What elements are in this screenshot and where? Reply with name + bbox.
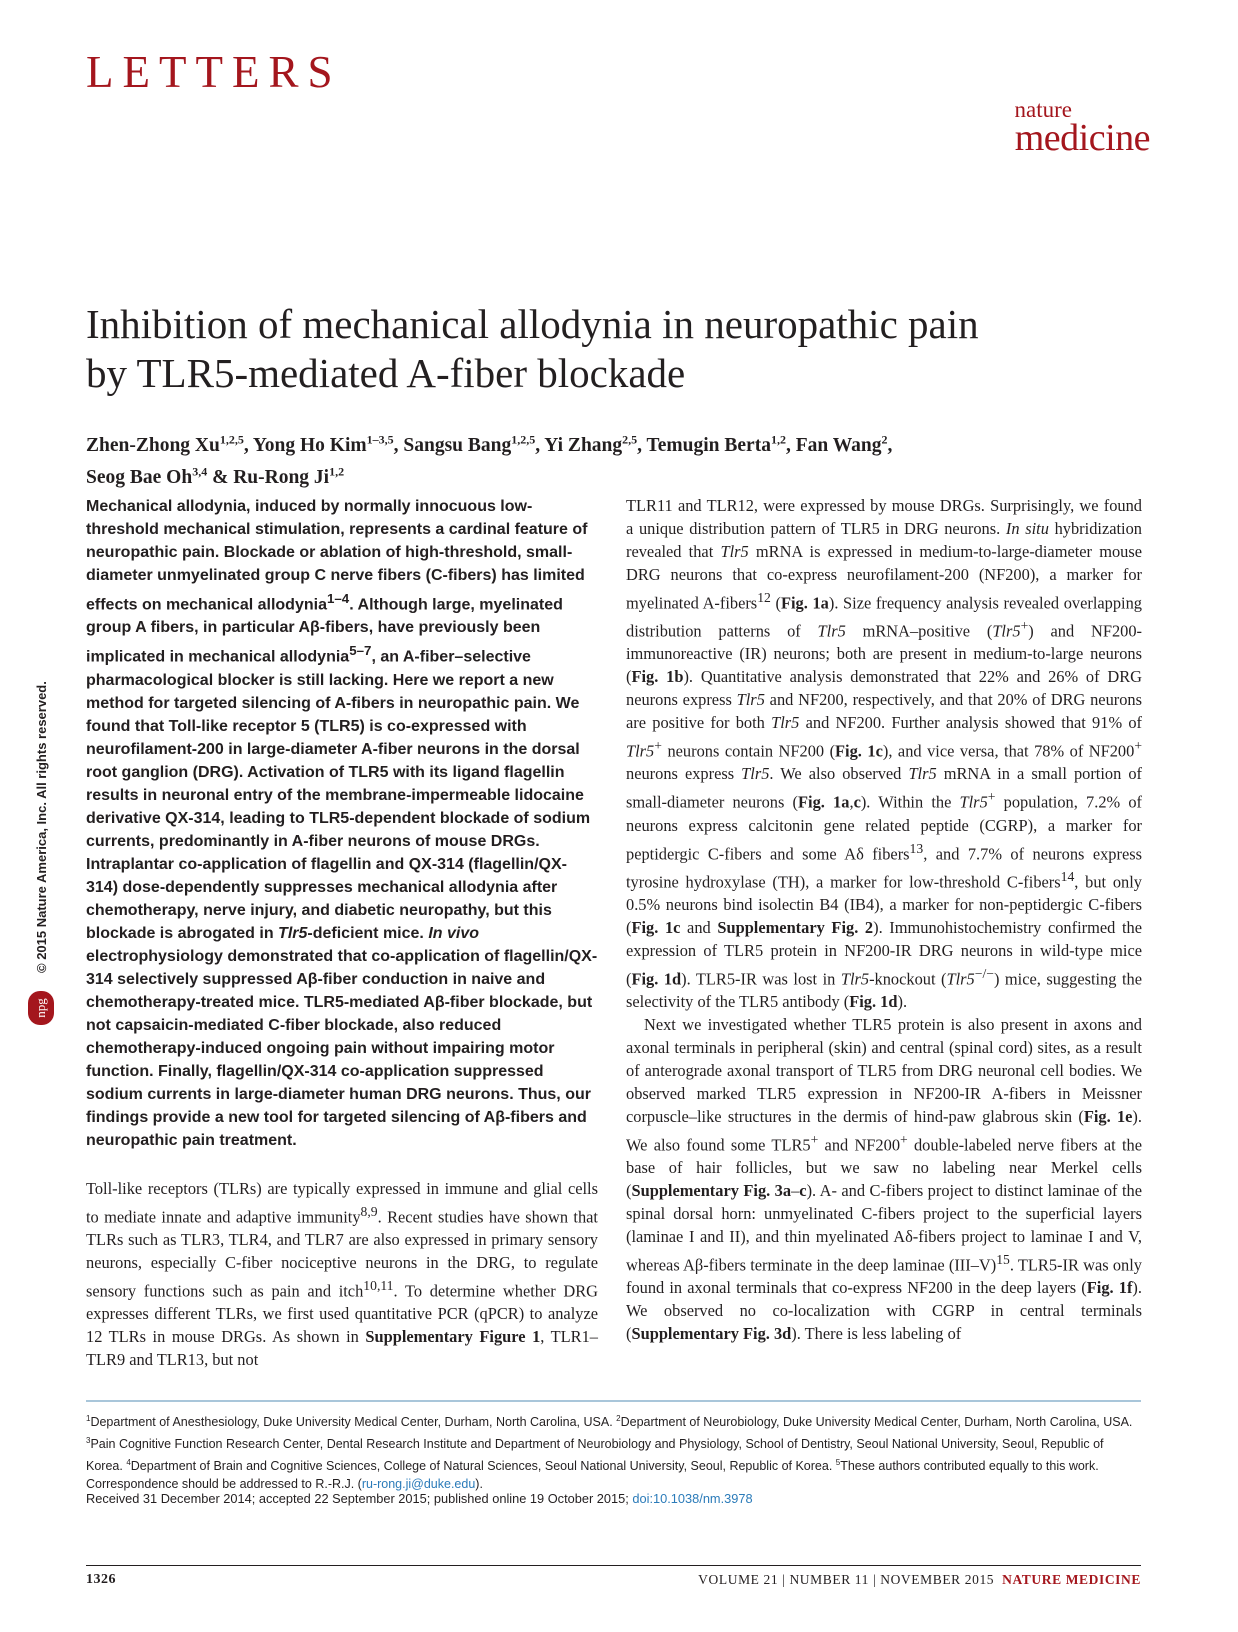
author-name: Fan Wang	[795, 434, 882, 456]
author-name: Sangsu Bang	[403, 434, 512, 456]
author-name: Yong Ho Kim	[252, 434, 367, 456]
journal-logo	[960, 97, 1150, 159]
section-label: LETTERS	[86, 47, 342, 97]
footnote-divider	[86, 1400, 1141, 1402]
author-name: Zhen-Zhong Xu	[86, 434, 220, 456]
author-affiliation: 2,5	[622, 432, 638, 446]
article-title	[86, 300, 1166, 398]
issue-info	[600, 1572, 1141, 1588]
journal-logo-line1: nature	[1014, 97, 1072, 122]
journal-name: NATURE MEDICINE	[1002, 1572, 1141, 1587]
author-affiliation: 1,2	[770, 432, 786, 446]
author-affiliation: 1–3,5	[366, 432, 394, 446]
author: Sangsu Bang$^{1,2,5}$,	[403, 432, 545, 456]
doi-link[interactable]: doi:10.1038/nm.3978	[632, 1491, 753, 1506]
abstract: Mechanical allodynia, induced by normally innocuous low-threshold mechanical stimulation, represents a cardinal feature of neuropathic pain. Blockade or ablation of high-threshold, small-diameter unmyelinated group C nerve fibers (C-fibers) has limited effects on mechanical allodynia$^{1-4}$. Although large, myelinated group A fibers, in particular Aβ-fibers, have previously been implicated in mechanical allodynia$^{5-7}$, an A-fiber–selective pharmacological blocker is still lacking. Here we report a new method for targeted silencing of A-fibers in neuropathic pain. We found that Toll-like receptor 5 (TLR5) is co-expressed with neurofilament-200 in large-diameter A-fiber neurons in the dorsal root ganglion (DRG). Activation of TLR5 with its ligand flagellin results in neuronal entry of the membrane-impermeable lidocaine derivative QX-314, leading to TLR5-dependent blockade of sodium currents, predominantly in A-fiber neurons of mouse DRGs. Intraplantar co-application of flagellin and QX-314 (flagellin/QX-314) dose-dependently suppresses mechanical allodynia after chemotherapy, nerve injury, and diabetic neuropathy, but this blockade is abrogated in Tlr5-deficient mice. In vivo electrophysiology demonstrated that co-application of flagellin/QX-314 selectively suppressed Aβ-fiber conduction in naive and chemotherapy-treated mice. TLR5-mediated Aβ-fiber blockade, but not capsaicin-mediated C-fiber blockade, also reduced chemotherapy-induced ongoing pain without impairing motor function. Finally, flagellin/QX-314 co-application suppressed sodium currents in large-diameter human DRG neurons. Thus, our findings provide a new tool for targeted silencing of Aβ-fibers and neuropathic pain treatment.	[86, 498, 598, 1149]
title-line-2: by TLR5-mediated A-fiber blockade	[86, 350, 686, 396]
body-paragraph-tlr5-distribution: TLR11 and TLR12, were expressed by mouse DRGs. Surprisingly, we found a unique distribution pattern of TLR5 in DRG neurons. In situ hybridization revealed that Tlr5 mRNA is expressed in medium-to-large-diameter mouse DRG neurons that co-express neurofilament-200 (NF200), a marker for myelinated A-fibers$^{12}$ (Fig. 1a). Size frequency analysis revealed overlapping distribution patterns of Tlr5 mRNA–positive (Tlr5+) and NF200-immunoreactive (IR) neurons; both are present in medium-to-large neurons (Fig. 1b). Quantitative analysis demonstrated that 22% and 26% of DRG neurons express Tlr5 and NF200, respectively, and that 20% of DRG neurons are positive for both Tlr5 and NF200. Further analysis showed that 91% of Tlr5+ neurons contain NF200 (Fig. 1c), and vice versa, that 78% of NF200+ neurons express Tlr5. We also observed Tlr5 mRNA in a small portion of small-diameter neurons (Fig. 1a,c). Within the Tlr5+ population, 7.2% of neurons express calcitonin gene related peptide (CGRP), a marker for peptidergic C-fibers and some Aδ fibers$^{13}$, and 7.7% of neurons express tyrosine hydroxylase (TH), a marker for low-threshold C-fibers$^{14}$, but only 0.5% neurons bind isolectin B4 (IB4), a marker for non-peptidergic C-fibers (Fig. 1c and Supplementary Fig. 2). Immunohistochemistry confirmed the expression of TLR5 protein in NF200-IR DRG neurons in wild-type mice (Fig. 1d). TLR5-IR was lost in Tlr5-knockout (Tlr5−/−) mice, suggesting the selectivity of the TLR5 antibody (Fig. 1d).	[626, 496, 1143, 1012]
body-paragraph-intro: Toll-like receptors (TLRs) are typically expressed in immune and glial cells to mediate innate and adaptive immunity$^{8,9}$. Recent studies have shown that TLRs such as TLR3, TLR4, and TLR7 are also expressed in primary sensory neurons, especially C-fiber nociceptive neurons in the DRG, to regulate sensory functions such as pain and itch$^{10,11}$. To determine whether DRG expresses different TLRs, we first used quantitative PCR (qPCR) to analyze 12 TLRs in mouse DRGs. As shown in Supplementary Figure 1, TLR1–TLR9 and TLR13, but not	[86, 1178, 599, 1369]
right-column	[626, 495, 1142, 1346]
author: Seog Bae Oh$^{3,4}$ &	[86, 464, 234, 488]
author-list	[86, 426, 1166, 491]
journal-logo-line2: medicine	[1014, 117, 1150, 159]
copyright-text: © 2015 Nature America, Inc. All rights reserved.	[34, 681, 49, 973]
npg-logo-text: npg	[33, 998, 48, 1018]
author	[233, 464, 345, 488]
page-footer-divider	[86, 1565, 1141, 1566]
author-name: Yi Zhang	[544, 434, 623, 456]
author: Zhen-Zhong Xu$^{1,2,5}$,	[86, 432, 253, 456]
author-affiliation: 2	[881, 432, 888, 446]
title-line-1: Inhibition of mechanical allodynia in neuropathic pain	[86, 301, 979, 347]
author-affiliation: 1,2	[329, 464, 345, 479]
author: Yong Ho Kim$^{1-3,5}$,	[252, 432, 404, 456]
author: Temugin Berta$^{1,2}$,	[646, 432, 796, 456]
affiliations: $^1$Department of Anesthesiology, Duke University Medical Center, Durham, North Carolina, USA. $^2$Department of Neurobiology, Duke University Medical Center, Durham, North Carolina, USA. $^3$Pain Cognitive Function Research Center, Dental Research Institute and Department of Neurobiology and Physiology, School of Dentistry, Seoul National University, Seoul, Republic of Korea. $^4$Department of Brain and Cognitive Sciences, College of Natural Sciences, Seoul National University, Seoul, Republic of Korea. $^5$These authors contributed equally to this work. Correspondence should be addressed to R.-R.J. (ru-rong.ji@duke.edu).	[86, 1414, 1133, 1491]
left-column	[86, 495, 598, 1372]
copyright-notice	[34, 593, 48, 973]
page-number: 1326	[86, 1572, 116, 1587]
author-name: Seog Bae Oh	[86, 467, 193, 488]
body-paragraph-axonal-transport: Next we investigated whether TLR5 protein is also present in axons and axonal terminals in peripheral (skin) and central (spinal cord) sites, as a result of anterograde axonal transport of TLR5 from DRG neuronal cell bodies. We observed marked TLR5 expression in NF200-IR A-fibers in Meissner corpuscle–like structures in the dermis of hind-paw glabrous skin (Fig. 1e). We also found some TLR5+ and NF200+ double-labeled nerve fibers at the base of hair follicles, but we saw no labeling near Merkel cells (Supplementary Fig. 3a–c). A- and C-fibers project to distinct laminae of the spinal dorsal horn: unmyelinated C-fibers project to the superficial layers (laminae I and II), and thin myelinated Aδ-fibers project to laminae I and V, whereas Aβ-fibers terminate in the deep laminae $(III-V)^{15}$. TLR5-IR was only found in axonal terminals that co-express NF200 in the deep layers (Fig. 1f). We observed no co-localization with CGRP in central terminals (Supplementary Fig. 3d). There is less labeling of	[626, 1015, 1142, 1344]
issue-details: VOLUME 21 | NUMBER 11 | NOVEMBER 2015	[698, 1572, 995, 1587]
author-affiliation: 1,2,5	[219, 432, 244, 446]
author: Yi Zhang$^{2,5}$,	[544, 432, 647, 456]
author: Fan Wang$^2$,	[795, 432, 893, 456]
author-name: Ru-Rong Ji	[233, 467, 330, 488]
author-affiliation: 1,2,5	[511, 432, 536, 446]
author-affiliation: 3,4	[192, 464, 208, 479]
npg-logo	[28, 991, 54, 1025]
author-name: Temugin Berta	[646, 434, 771, 456]
publication-history	[86, 1491, 1141, 1506]
received-dates: Received 31 December 2014; accepted 22 September 2015; published online 19 October 2015;	[86, 1491, 633, 1506]
